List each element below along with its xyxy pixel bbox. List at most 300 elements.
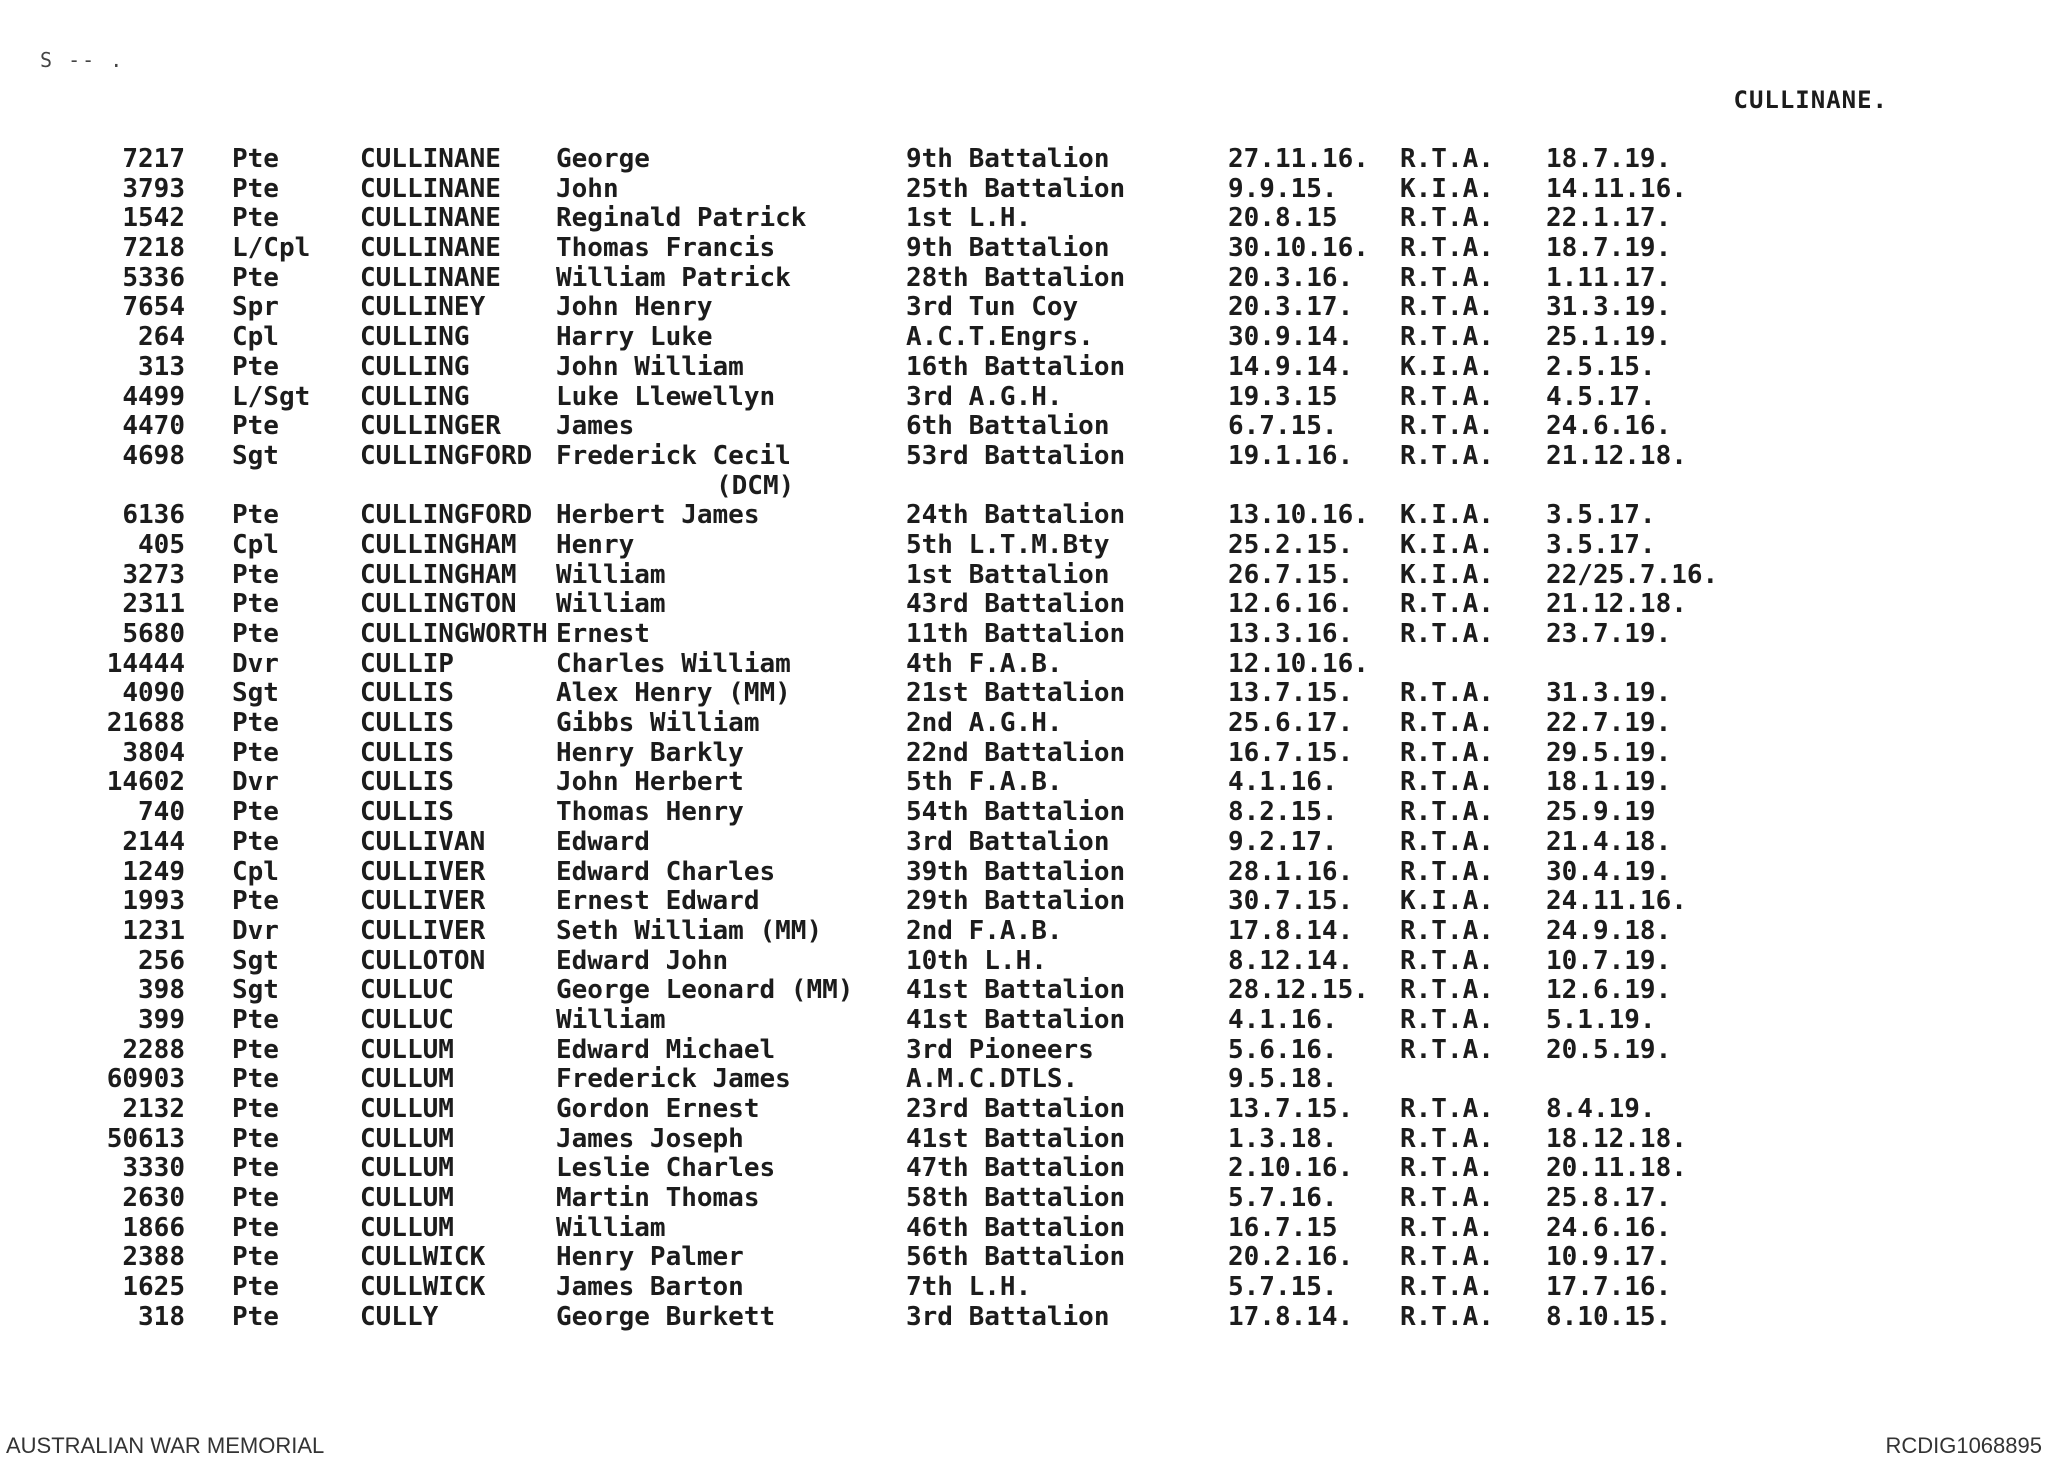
service-number: 1231: [122, 915, 185, 946]
service-number: 405: [138, 529, 185, 560]
unit: 58th Battalion: [906, 1183, 1126, 1214]
given-names: George Leonard (MM): [556, 975, 854, 1006]
surname: CULLUC: [360, 975, 454, 1006]
footer-reference: RCDIG1068895: [1885, 1433, 2042, 1458]
service-number: 14602: [106, 767, 185, 798]
roll-row: [0, 858, 2048, 888]
fate-date: 25.9.19: [1546, 797, 1656, 828]
roll-row: [0, 442, 2048, 501]
roll-row: [0, 679, 2048, 709]
fate: R.T.A.: [1400, 262, 1494, 293]
fate: R.T.A.: [1400, 856, 1494, 887]
fate-date: 14.11.16.: [1546, 173, 1687, 204]
roll-row: [0, 412, 2048, 442]
surname: CULLINANE: [360, 262, 501, 293]
enlistment-date: 27.11.16.: [1228, 144, 1369, 174]
service-number: 264: [138, 322, 185, 353]
rank: Pte: [232, 500, 279, 531]
fate-date: 4.5.17.: [1546, 381, 1656, 412]
roll-row: [0, 1214, 2048, 1244]
service-number: 4698: [122, 440, 185, 471]
enlistment-date: 13.3.16.: [1228, 619, 1354, 650]
surname: CULLUM: [360, 1153, 454, 1184]
fate-date: 17.7.16.: [1546, 1272, 1672, 1303]
given-names: Charles William: [556, 648, 791, 679]
unit: 2nd A.G.H.: [906, 708, 1063, 739]
given-names: James Joseph: [556, 1123, 744, 1154]
rank: Pte: [232, 1094, 279, 1125]
surname: CULLINGER: [360, 411, 501, 442]
enlistment-date: 5.7.15.: [1228, 1272, 1338, 1303]
roll-row: [0, 1273, 2048, 1303]
service-number: 1542: [122, 203, 185, 234]
enlistment-date: 8.2.15.: [1228, 797, 1338, 828]
rank: Cpl: [232, 322, 279, 353]
surname: CULLINGHAM: [360, 559, 517, 590]
roll-row: [0, 353, 2048, 383]
service-number: 3793: [122, 173, 185, 204]
fate-date: 25.1.19.: [1546, 322, 1672, 353]
page-heading: CULLINANE.: [1733, 86, 1888, 114]
fate: R.T.A.: [1400, 678, 1494, 709]
fate-date: 22.1.17.: [1546, 203, 1672, 234]
fate: K.I.A.: [1400, 173, 1494, 204]
service-number: 5680: [122, 619, 185, 650]
given-names: Frederick James: [556, 1064, 791, 1095]
fate: R.T.A.: [1400, 1123, 1494, 1154]
surname: CULLUM: [360, 1212, 454, 1243]
given-names: Gibbs William: [556, 708, 760, 739]
given-names: James: [556, 411, 635, 442]
unit: 53rd Battalion: [906, 440, 1126, 471]
roll-row: [0, 1125, 2048, 1155]
fate-date: 18.7.19.: [1546, 144, 1672, 174]
roll-row: [0, 501, 2048, 531]
rank: Pte: [232, 1153, 279, 1184]
roll-row: [0, 1036, 2048, 1066]
fate-date: 22.7.19.: [1546, 708, 1672, 739]
surname: CULLUM: [360, 1183, 454, 1214]
surname: CULLINEY: [360, 292, 486, 323]
enlistment-date: 4.1.16.: [1228, 1004, 1338, 1035]
enlistment-date: 6.7.15.: [1228, 411, 1338, 442]
enlistment-date: 5.6.16.: [1228, 1034, 1338, 1065]
rank: Pte: [232, 1301, 279, 1332]
unit: 3rd Pioneers: [906, 1034, 1094, 1065]
roll-row: [0, 1184, 2048, 1214]
fate-date: 2.5.15.: [1546, 351, 1656, 382]
enlistment-date: 30.7.15.: [1228, 886, 1354, 917]
enlistment-date: 26.7.15.: [1228, 559, 1354, 590]
roll-row: [0, 1243, 2048, 1273]
unit: 3rd Tun Coy: [906, 292, 1079, 323]
surname: CULLIP: [360, 648, 454, 679]
rank: L/Cpl: [232, 233, 311, 264]
unit: 6th Battalion: [906, 411, 1110, 442]
given-names: Henry Barkly: [556, 737, 744, 768]
surname: CULLINGTON: [360, 589, 517, 620]
fate-date: 22/25.7.16.: [1546, 559, 1719, 590]
given-names: Luke Llewellyn: [556, 381, 776, 412]
surname: CULLIVER: [360, 915, 486, 946]
fate-date: 10.7.19.: [1546, 945, 1672, 976]
unit: 1st Battalion: [906, 559, 1110, 590]
surname: CULLOTON: [360, 945, 486, 976]
fate-date: 18.1.19.: [1546, 767, 1672, 798]
enlistment-date: 30.10.16.: [1228, 233, 1369, 264]
rank: Sgt: [232, 678, 279, 709]
enlistment-date: 19.1.16.: [1228, 440, 1354, 471]
roll-row: [0, 531, 2048, 561]
rank: Pte: [232, 589, 279, 620]
unit: 9th Battalion: [906, 233, 1110, 264]
fate-date: 5.1.19.: [1546, 1004, 1656, 1035]
enlistment-date: 14.9.14.: [1228, 351, 1354, 382]
service-number: 740: [138, 797, 185, 828]
roll-row: [0, 709, 2048, 739]
fate-date: 24.6.16.: [1546, 1212, 1672, 1243]
surname: CULLINGWORTH: [360, 619, 548, 650]
unit: 28th Battalion: [906, 262, 1126, 293]
fate: R.T.A.: [1400, 1212, 1494, 1243]
fate-date: 18.12.18.: [1546, 1123, 1687, 1154]
surname: CULLINANE: [360, 144, 501, 174]
unit: 22nd Battalion: [906, 737, 1126, 768]
rank: Pte: [232, 826, 279, 857]
rank: Cpl: [232, 529, 279, 560]
unit: 1st L.H.: [906, 203, 1032, 234]
roll-row: [0, 234, 2048, 264]
unit: 24th Battalion: [906, 500, 1126, 531]
fate: R.T.A.: [1400, 708, 1494, 739]
rank: Pte: [232, 351, 279, 382]
fate: R.T.A.: [1400, 233, 1494, 264]
given-names: William: [556, 1212, 666, 1243]
enlistment-date: 25.2.15.: [1228, 529, 1354, 560]
fate: K.I.A.: [1400, 500, 1494, 531]
fate: R.T.A.: [1400, 1004, 1494, 1035]
fate: R.T.A.: [1400, 767, 1494, 798]
surname: CULLIVER: [360, 856, 486, 887]
fate: R.T.A.: [1400, 1034, 1494, 1065]
service-number: 2388: [122, 1242, 185, 1273]
given-names: Edward Charles: [556, 856, 776, 887]
unit: 47th Battalion: [906, 1153, 1126, 1184]
fate-date: 29.5.19.: [1546, 737, 1672, 768]
roll-row: [0, 561, 2048, 591]
rank: Pte: [232, 203, 279, 234]
fate: K.I.A.: [1400, 529, 1494, 560]
fate: R.T.A.: [1400, 292, 1494, 323]
enlistment-date: 13.10.16.: [1228, 500, 1369, 531]
enlistment-date: 12.6.16.: [1228, 589, 1354, 620]
unit: 54th Battalion: [906, 797, 1126, 828]
surname: CULLUM: [360, 1034, 454, 1065]
roll-row: [0, 1065, 2048, 1095]
service-number: 4499: [122, 381, 185, 412]
enlistment-date: 13.7.15.: [1228, 678, 1354, 709]
rank: Dvr: [232, 767, 279, 798]
rank: Pte: [232, 1242, 279, 1273]
rank: Pte: [232, 411, 279, 442]
given-names: Ernest Edward: [556, 886, 760, 917]
surname: CULLINANE: [360, 233, 501, 264]
rank: Sgt: [232, 440, 279, 471]
roll-row: [0, 650, 2048, 680]
service-number: 7218: [122, 233, 185, 264]
rank: Spr: [232, 292, 279, 323]
unit: 5th F.A.B.: [906, 767, 1063, 798]
unit: 41st Battalion: [906, 1004, 1126, 1035]
fate-date: 8.4.19.: [1546, 1094, 1656, 1125]
unit: 41st Battalion: [906, 1123, 1126, 1154]
fate-date: 30.4.19.: [1546, 856, 1672, 887]
rank: Pte: [232, 1064, 279, 1095]
fate-date: 18.7.19.: [1546, 233, 1672, 264]
given-names: Thomas Francis: [556, 233, 776, 264]
fate: R.T.A.: [1400, 975, 1494, 1006]
unit: 10th L.H.: [906, 945, 1047, 976]
unit: 56th Battalion: [906, 1242, 1126, 1273]
given-names: Edward John: [556, 945, 729, 976]
roll-row: [0, 887, 2048, 917]
service-number: 6136: [122, 500, 185, 531]
nominal-roll-list: [0, 145, 2048, 1333]
fate-date: 24.9.18.: [1546, 915, 1672, 946]
service-number: 1625: [122, 1272, 185, 1303]
enlistment-date: 9.9.15.: [1228, 173, 1338, 204]
unit: 39th Battalion: [906, 856, 1126, 887]
given-names: Alex Henry (MM): [556, 678, 791, 709]
fate: R.T.A.: [1400, 1094, 1494, 1125]
given-names: William: [556, 559, 666, 590]
enlistment-date: 4.1.16.: [1228, 767, 1338, 798]
enlistment-date: 2.10.16.: [1228, 1153, 1354, 1184]
fate-date: 10.9.17.: [1546, 1242, 1672, 1273]
surname: CULLUM: [360, 1123, 454, 1154]
fate-date: 31.3.19.: [1546, 678, 1672, 709]
rank: Pte: [232, 173, 279, 204]
rank: Pte: [232, 1123, 279, 1154]
unit: 29th Battalion: [906, 886, 1126, 917]
rank: Pte: [232, 1183, 279, 1214]
service-number: 2132: [122, 1094, 185, 1125]
enlistment-date: 12.10.16.: [1228, 648, 1369, 679]
given-names: Henry: [556, 529, 635, 560]
service-number: 399: [138, 1004, 185, 1035]
given-names: Leslie Charles: [556, 1153, 776, 1184]
fate-date: 25.8.17.: [1546, 1183, 1672, 1214]
rank: Pte: [232, 1272, 279, 1303]
enlistment-date: 28.12.15.: [1228, 975, 1369, 1006]
fate: R.T.A.: [1400, 619, 1494, 650]
fate: R.T.A.: [1400, 1301, 1494, 1332]
surname: CULLINGFORD: [360, 500, 533, 531]
unit: 7th L.H.: [906, 1272, 1032, 1303]
fate: R.T.A.: [1400, 945, 1494, 976]
fate: R.T.A.: [1400, 826, 1494, 857]
service-number: 7654: [122, 292, 185, 323]
enlistment-date: 25.6.17.: [1228, 708, 1354, 739]
unit: A.M.C.DTLS.: [906, 1064, 1079, 1095]
surname: CULLY: [360, 1301, 439, 1332]
roll-row: [0, 976, 2048, 1006]
roll-row: [0, 323, 2048, 353]
service-number: 313: [138, 351, 185, 382]
fate: R.T.A.: [1400, 589, 1494, 620]
unit: 11th Battalion: [906, 619, 1126, 650]
fate-date: 8.10.15.: [1546, 1301, 1672, 1332]
service-number: 318: [138, 1301, 185, 1332]
given-names: James Barton: [556, 1272, 744, 1303]
service-number: 14444: [106, 648, 185, 679]
service-number: 1866: [122, 1212, 185, 1243]
unit: 5th L.T.M.Bty: [906, 529, 1110, 560]
roll-row: [0, 739, 2048, 769]
roll-row: [0, 1095, 2048, 1125]
service-number: 4470: [122, 411, 185, 442]
unit: A.C.T.Engrs.: [906, 322, 1094, 353]
surname: CULLINGFORD: [360, 440, 533, 471]
enlistment-date: 20.3.17.: [1228, 292, 1354, 323]
fate: R.T.A.: [1400, 1153, 1494, 1184]
fate: R.T.A.: [1400, 381, 1494, 412]
surname: CULLINANE: [360, 203, 501, 234]
service-number: 398: [138, 975, 185, 1006]
rank: Pte: [232, 737, 279, 768]
service-number: 5336: [122, 262, 185, 293]
service-number: 7217: [122, 144, 185, 174]
surname: CULLIS: [360, 767, 454, 798]
unit: 9th Battalion: [906, 144, 1110, 174]
service-number: 1993: [122, 886, 185, 917]
enlistment-date: 8.12.14.: [1228, 945, 1354, 976]
surname: CULLUC: [360, 1004, 454, 1035]
enlistment-date: 17.8.14.: [1228, 1301, 1354, 1332]
given-names: William: [556, 1004, 666, 1035]
given-names-main: Frederick Cecil: [556, 440, 791, 471]
enlistment-date: 20.8.15: [1228, 203, 1338, 234]
enlistment-date: 28.1.16.: [1228, 856, 1354, 887]
fate-date: 24.11.16.: [1546, 886, 1687, 917]
roll-row: [0, 828, 2048, 858]
surname: CULLINANE: [360, 173, 501, 204]
surname: CULLIVAN: [360, 826, 486, 857]
surname: CULLWICK: [360, 1242, 486, 1273]
given-names: John William: [556, 351, 744, 382]
rank: Sgt: [232, 945, 279, 976]
surname: CULLUM: [360, 1064, 454, 1095]
given-names: [556, 442, 794, 501]
enlistment-date: 19.3.15: [1228, 381, 1338, 412]
fate-date: 24.6.16.: [1546, 411, 1672, 442]
rank: Pte: [232, 559, 279, 590]
roll-row: [0, 204, 2048, 234]
fate: R.T.A.: [1400, 411, 1494, 442]
enlistment-date: 16.7.15: [1228, 1212, 1338, 1243]
roll-row: [0, 590, 2048, 620]
roll-row: [0, 620, 2048, 650]
roll-row: [0, 1006, 2048, 1036]
rank: Cpl: [232, 856, 279, 887]
service-number: 21688: [106, 708, 185, 739]
rank: Pte: [232, 797, 279, 828]
given-names: William: [556, 589, 666, 620]
roll-row: [0, 1154, 2048, 1184]
unit: 25th Battalion: [906, 173, 1126, 204]
fate: R.T.A.: [1400, 440, 1494, 471]
enlistment-date: 9.2.17.: [1228, 826, 1338, 857]
given-names: John Herbert: [556, 767, 744, 798]
surname: CULLWICK: [360, 1272, 486, 1303]
service-number: 3330: [122, 1153, 185, 1184]
given-names: Herbert James: [556, 500, 760, 531]
roll-row: [0, 917, 2048, 947]
service-number: 2311: [122, 589, 185, 620]
fate: R.T.A.: [1400, 915, 1494, 946]
fate: K.I.A.: [1400, 886, 1494, 917]
fate-date: 3.5.17.: [1546, 500, 1656, 531]
rank: Pte: [232, 1004, 279, 1035]
rank: Dvr: [232, 648, 279, 679]
given-names: John: [556, 173, 619, 204]
roll-row: [0, 947, 2048, 977]
service-number: 2144: [122, 826, 185, 857]
unit: 46th Battalion: [906, 1212, 1126, 1243]
unit: 41st Battalion: [906, 975, 1126, 1006]
roll-row: [0, 383, 2048, 413]
service-number: 3273: [122, 559, 185, 590]
fate: K.I.A.: [1400, 351, 1494, 382]
enlistment-date: 9.5.18.: [1228, 1064, 1338, 1095]
service-number: 256: [138, 945, 185, 976]
enlistment-date: 17.8.14.: [1228, 915, 1354, 946]
given-names: Harry Luke: [556, 322, 713, 353]
rank: Pte: [232, 708, 279, 739]
fate: K.I.A.: [1400, 559, 1494, 590]
given-names: Henry Palmer: [556, 1242, 744, 1273]
fate-date: 3.5.17.: [1546, 529, 1656, 560]
fate-date: 31.3.19.: [1546, 292, 1672, 323]
given-names: Ernest: [556, 619, 650, 650]
fate-date: 1.11.17.: [1546, 262, 1672, 293]
fate-date: 12.6.19.: [1546, 975, 1672, 1006]
fate-date: 21.12.18.: [1546, 589, 1687, 620]
rank: Pte: [232, 144, 279, 174]
fate: R.T.A.: [1400, 1242, 1494, 1273]
roll-row: [0, 264, 2048, 294]
rank: Pte: [232, 262, 279, 293]
enlistment-date: 13.7.15.: [1228, 1094, 1354, 1125]
enlistment-date: 5.7.16.: [1228, 1183, 1338, 1214]
unit: 3rd Battalion: [906, 1301, 1110, 1332]
surname: CULLIS: [360, 737, 454, 768]
given-names: Martin Thomas: [556, 1183, 760, 1214]
rank: Pte: [232, 1212, 279, 1243]
given-names: Seth William (MM): [556, 915, 823, 946]
given-names: George Burkett: [556, 1301, 776, 1332]
given-names: Edward: [556, 826, 650, 857]
footer-source: AUSTRALIAN WAR MEMORIAL: [6, 1433, 325, 1458]
enlistment-date: 16.7.15.: [1228, 737, 1354, 768]
fate-date: 23.7.19.: [1546, 619, 1672, 650]
roll-row: [0, 293, 2048, 323]
unit: 21st Battalion: [906, 678, 1126, 709]
surname: CULLING: [360, 322, 470, 353]
roll-row: [0, 768, 2048, 798]
fate-date: 20.11.18.: [1546, 1153, 1687, 1184]
fate: R.T.A.: [1400, 144, 1494, 174]
